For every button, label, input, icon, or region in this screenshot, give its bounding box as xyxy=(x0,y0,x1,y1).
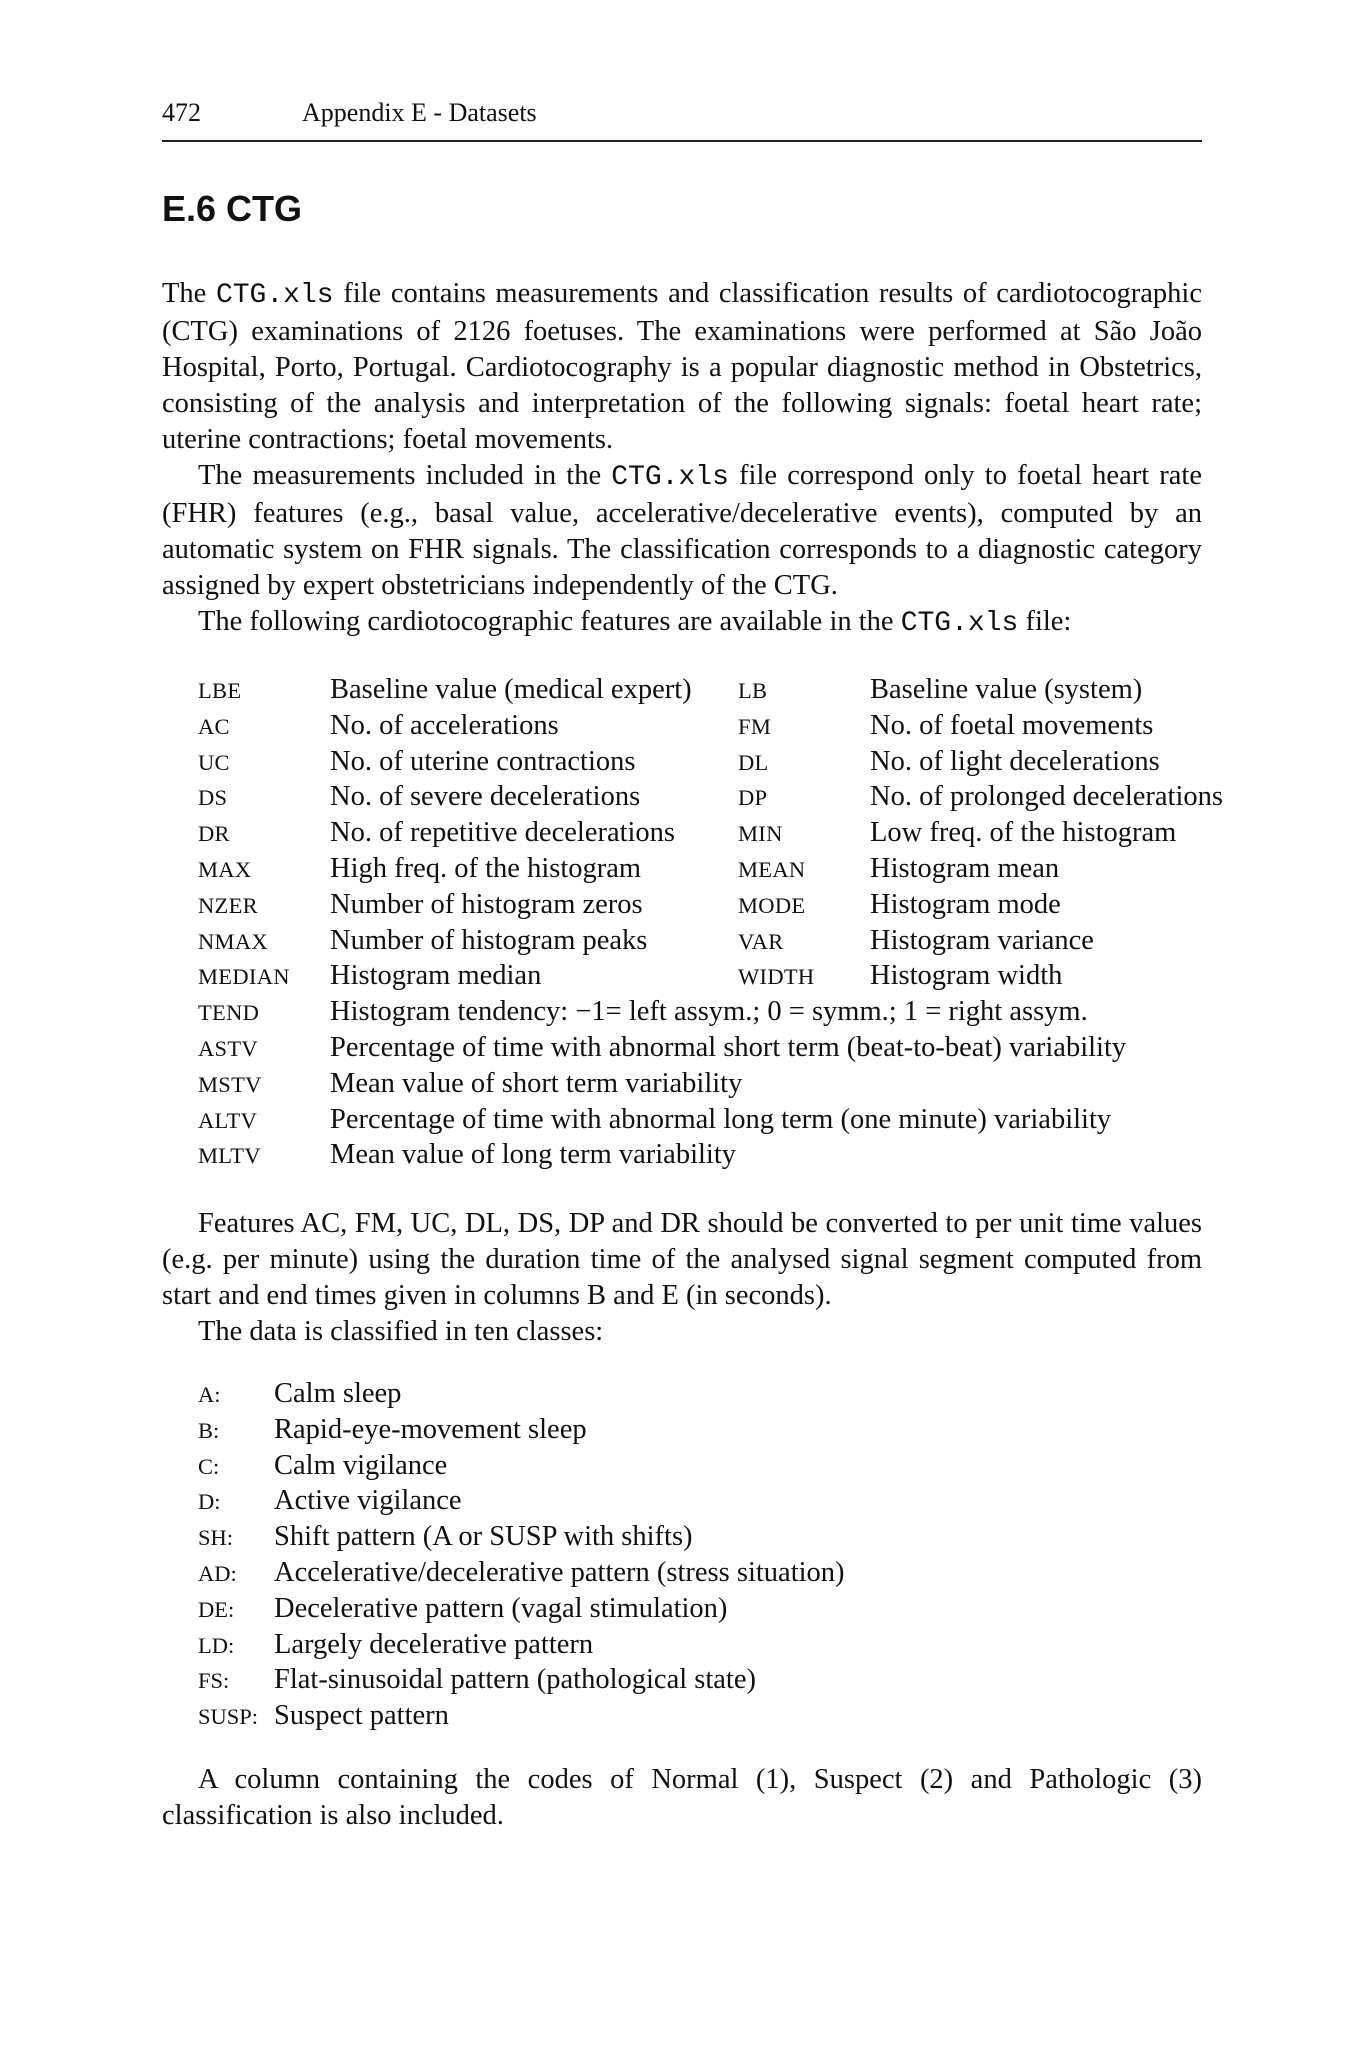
intro-text xyxy=(162,276,1202,642)
feature-list xyxy=(198,674,1223,1175)
filename: CTG.xls xyxy=(215,280,334,311)
feature-row: AC No. of accelerations FM No. of foetal movements xyxy=(198,709,1154,741)
class-list xyxy=(198,1378,1202,1736)
closing-text xyxy=(162,1762,1202,1834)
class-row: AD: Accelerative/decelerative pattern (stress situation) xyxy=(198,1556,845,1588)
page-number: 472 xyxy=(162,98,201,127)
conversion-text xyxy=(162,1206,1202,1350)
feature-row: NMAX Number of histogram peaks VAR Histogram variance xyxy=(198,924,1094,956)
class-row: A: Calm sleep xyxy=(198,1378,402,1409)
feature-row: LBE Baseline value (medical expert) LB Baseline value (system) xyxy=(198,674,1143,705)
class-row: SH: Shift pattern (A or SUSP with shifts) xyxy=(198,1521,693,1553)
feature-row: TEND Histogram tendency: −1= left assym.; 0 = symm.; 1 = right assym. xyxy=(198,996,1088,1028)
feature-row: MAX High freq. of the histogram MEAN Histogram mean xyxy=(198,852,1060,884)
class-row: FS: Flat-sinusoidal pattern (pathological state) xyxy=(198,1664,756,1696)
paragraph-5: The data is classified in ten classes: xyxy=(198,1316,604,1347)
feature-row: MSTV Mean value of short term variability xyxy=(198,1067,743,1099)
filename: CTG.xls xyxy=(900,608,1019,639)
feature-row: MLTV Mean value of long term variability xyxy=(198,1139,736,1171)
paragraph-1: The CTG.xls file contains measurements and classification results of cardiotocographic (CTG) examinations of 2126 foetuses. The examinations were performed at São João Hospital, Porto, Portugal. Cardiotocography is a popular diagnostic method in Obstetrics, consisting of the analysis and interpretation of the following signals: foetal heart rate; uterine contractions; foetal movements. xyxy=(162,278,1202,455)
class-row: LD: Largely decelerative pattern xyxy=(198,1628,594,1660)
class-row: SUSP: Suspect pattern xyxy=(198,1700,449,1732)
filename: CTG.xls xyxy=(611,462,729,493)
feature-row: NZER Number of histogram zeros MODE Histogram mode xyxy=(198,888,1061,920)
class-row: DE: Decelerative pattern (vagal stimulation) xyxy=(198,1592,728,1624)
feature-row: ASTV Percentage of time with abnormal short term (beat-to-beat) variability xyxy=(198,1031,1127,1063)
feature-row: MEDIAN Histogram median WIDTH Histogram width xyxy=(198,960,1063,992)
section-title: E.6 CTG xyxy=(162,188,303,229)
feature-row: ALTV Percentage of time with abnormal long term (one minute) variability xyxy=(198,1103,1112,1135)
running-header xyxy=(162,98,1202,142)
class-row: D: Active vigilance xyxy=(198,1485,462,1517)
class-row: B: Rapid-eye-movement sleep xyxy=(198,1413,587,1445)
feature-row: DS No. of severe decelerations DP No. of prolonged decelerations xyxy=(198,781,1223,813)
paragraph-2: The measurements included in the CTG.xls file correspond only to foetal heart rate (FHR) features (e.g., basal value, accelerative/decelerative events), computed by an automatic system on FHR signals. The classification corresponds to a diagnostic category assigned by expert obstetricians independently of the CTG. xyxy=(162,460,1202,601)
running-header-title: Appendix E - Datasets xyxy=(302,98,537,127)
paragraph-6: A column containing the codes of Normal (1), Suspect (2) and Pathologic (3) classification is also included. xyxy=(162,1764,1202,1831)
class-row: C: Calm vigilance xyxy=(198,1449,448,1481)
feature-row: UC No. of uterine contractions DL No. of light decelerations xyxy=(198,745,1160,777)
feature-row: DR No. of repetitive decelerations MIN Low freq. of the histogram xyxy=(198,817,1177,849)
paragraph-3: The following cardiotocographic features are available in the CTG.xls file: xyxy=(198,606,1072,639)
paragraph-4: Features AC, FM, UC, DL, DS, DP and DR should be converted to per unit time values (e.g. per minute) using the duration time of the analysed signal segment computed from start and end times given in columns B and E (in seconds). xyxy=(162,1208,1202,1311)
